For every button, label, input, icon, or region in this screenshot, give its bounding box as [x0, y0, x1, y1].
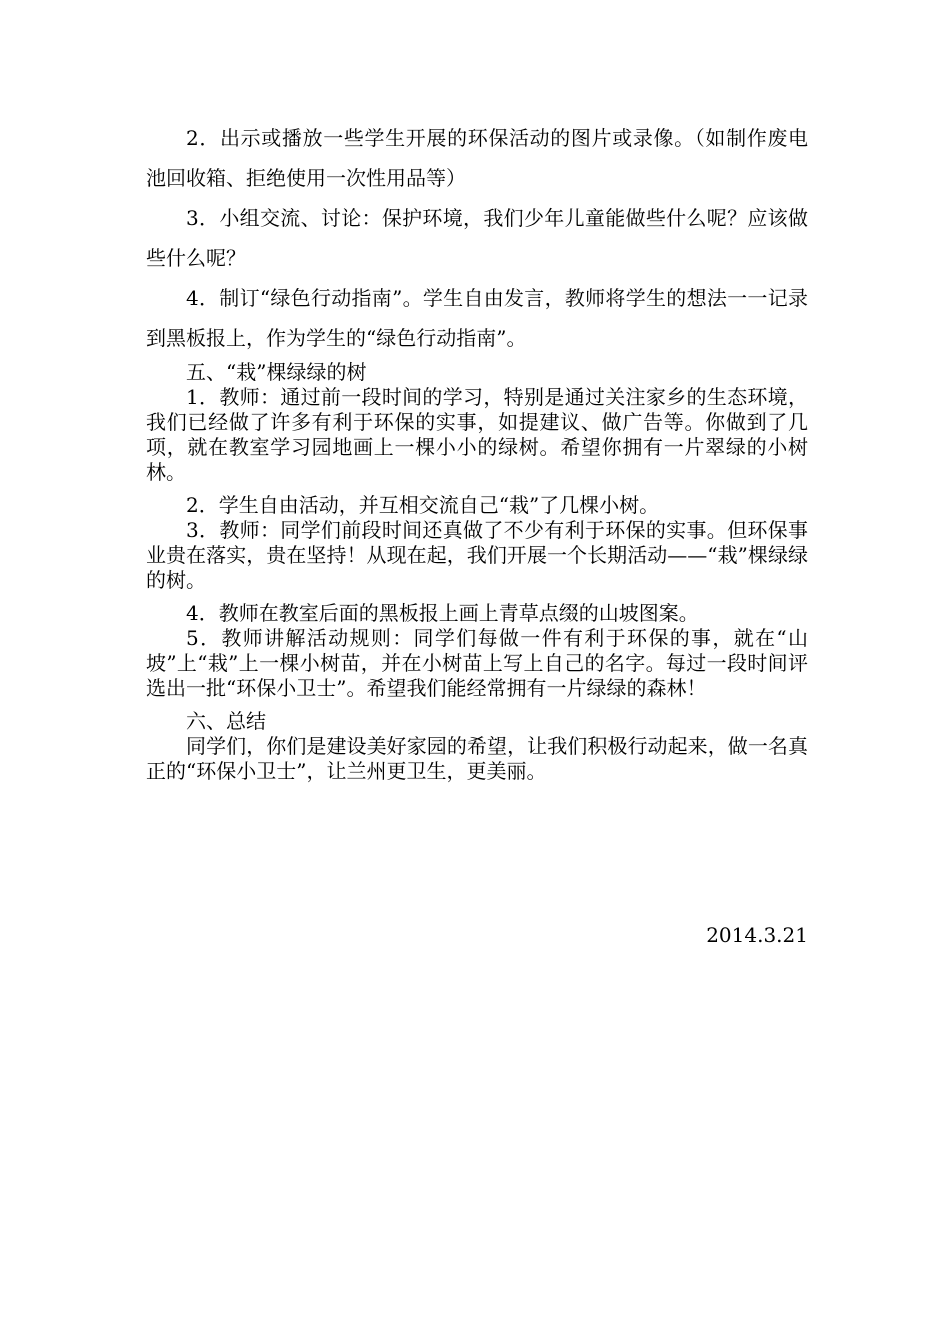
- paragraph-section5-5: 5．教师讲解活动规则：同学们每做一件有利于环保的事，就在“山坡”上“栽”上一棵小树苗，并在小树苗上写上自己的名字。每过一段时间评选出一批“环保小卫士”。希望我们能经常拥有一片绿绿的森林！: [146, 626, 808, 700]
- paragraph-section5-4: 4．教师在教室后面的黑板报上画上青草点缀的山坡图案。: [186, 601, 699, 625]
- paragraph-section5-3: 3．教师：同学们前段时间还真做了不少有利于环保的实事。但环保事业贵在落实，贵在坚持！从现在起，我们开展一个长期活动——“栽”棵绿绿的树。: [146, 518, 808, 592]
- document-date: 2014.3.21: [706, 923, 808, 947]
- paragraph-activity-3: 3．小组交流、讨论：保护环境，我们少年儿童能做些什么呢？应该做些什么呢？: [146, 206, 808, 270]
- paragraph-section5-2: 2．学生自由活动，并互相交流自己“栽”了几棵小树。: [186, 493, 660, 517]
- section-heading-5: 五、“栽”棵绿绿的树: [186, 360, 367, 384]
- section-heading-6: 六、总结: [186, 709, 266, 733]
- paragraph-activity-2: 2．出示或播放一些学生开展的环保活动的图片或录像。（如制作废电池回收箱、拒绝使用一次性用品等）: [146, 126, 808, 190]
- paragraph-section5-1: 1．教师：通过前一段时间的学习，特别是通过关注家乡的生态环境，我们已经做了许多有利于环保的实事，如提建议、做广告等。你做到了几项，就在教室学习园地画上一棵小小的绿树。希望你拥有一片翠绿的小树林。: [146, 385, 808, 484]
- document-body: [146, 118, 808, 784]
- paragraph-summary: 同学们，你们是建设美好家园的希望，让我们积极行动起来，做一名真正的“环保小卫士”，让兰州更卫生，更美丽。: [146, 734, 808, 783]
- paragraph-activity-4: 4．制订“绿色行动指南”。学生自由发言，教师将学生的想法一一记录到黑板报上，作为学生的“绿色行动指南”。: [146, 286, 808, 350]
